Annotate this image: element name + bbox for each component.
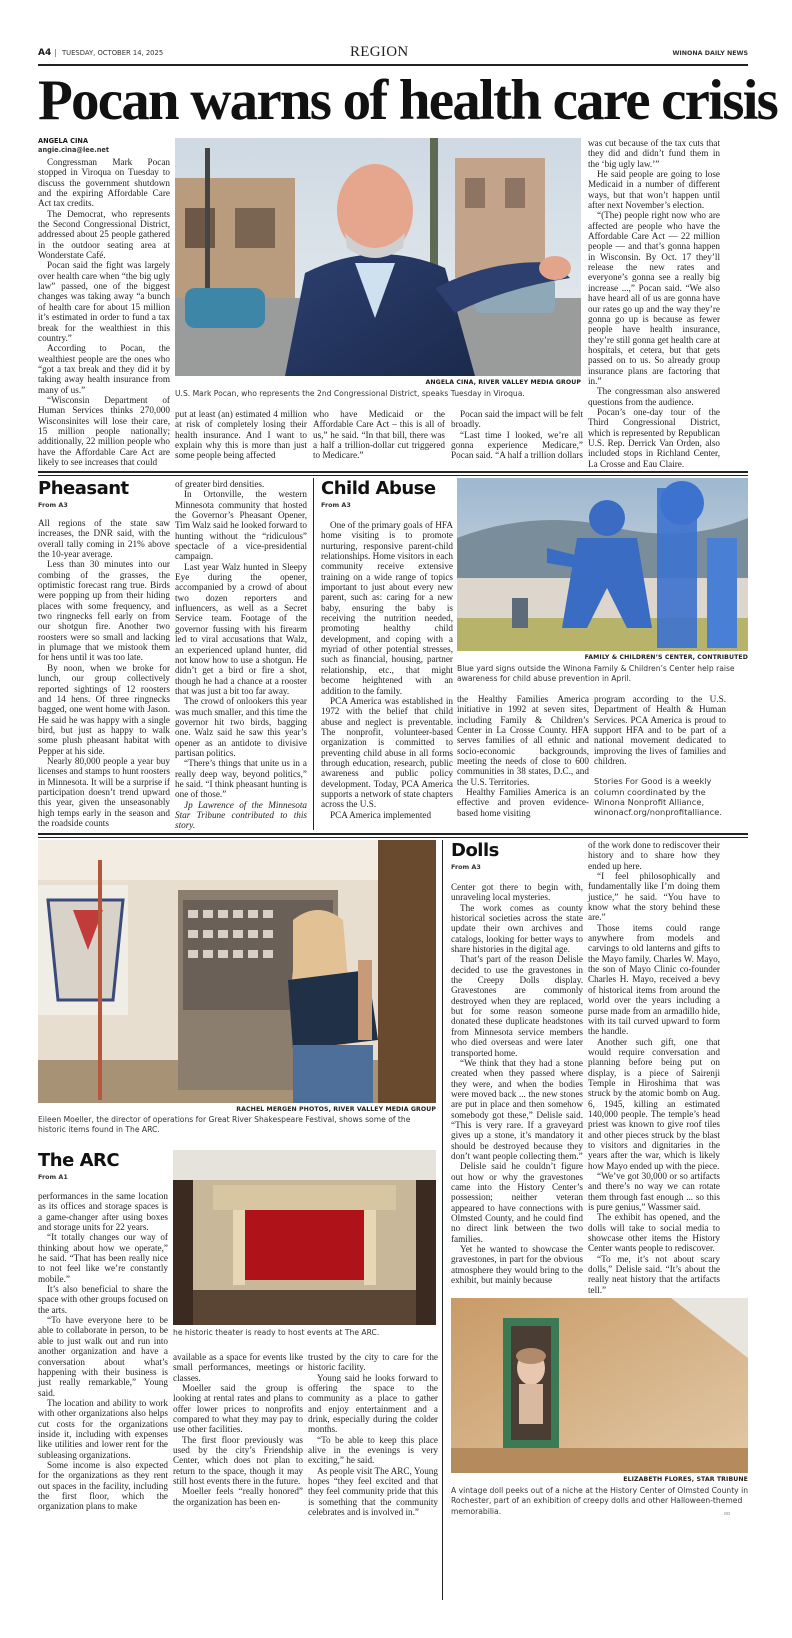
paragraph: The Democrat, who represents the Second Congressional District, addressed about 25 people gathered in the outdoor seating area at Wonderstate Café. — [38, 208, 170, 261]
lead-col-5 — [588, 138, 720, 469]
paragraph: The location and ability to work with other organizations also helps cut costs for the organizations inside it, including with expenses like utilities and lower rent for the subleasing organizations. — [38, 1397, 168, 1460]
paragraph: “(The) people right now who are affected are people who have the Affordable Care Act — 22 million people — and that’s gonna happen in Wisconsin. By Oct. 17 they’ll release the new rates and everyone’s gonna see a really big increase ...,” Pocan said. “We also have heard all of us are gonna have our rates go up and the way they’re gonna go up is because as fewer people have health insurance, they’re still gonna get health care at hospitals, et cetera, but that gets passed on to us. So already group insurance plans are factoring that in.” — [588, 210, 720, 386]
arc-top-photo-credit — [38, 1106, 436, 1113]
credit-org: , RIVER VALLEY MEDIA GROUP — [473, 379, 581, 386]
paragraph: That’s part of the reason Delisle decided to use the gravestones in the Creepy Dolls display. Gravestones are commonly destroyed when they are replaced, but for some reason someone donated these duplicate headstones from Minnesota service members who died overseas and were later transported home. — [451, 954, 583, 1058]
paragraph: “To have everyone here to be able to collaborate in person, to be able to just walk out and run into another organization and have a conversation about what’s happening with their business is just really remarkable,” Young said. — [38, 1315, 168, 1398]
paragraph: “There’s things that unite us in a really deep way, beyond politics,” he said. “I think pheasant hunting is one of those.” — [175, 758, 307, 800]
child-abuse-from: From A3 — [321, 501, 351, 509]
byline-email: angie.cina@lee.net — [38, 146, 110, 154]
lead-col-4 — [451, 409, 583, 461]
credit-org: , RIVER VALLEY MEDIA GROUP — [328, 1106, 436, 1113]
paragraph: “To be able to keep this place alive in the evenings is very exciting,” he said. — [308, 1434, 438, 1466]
child-abuse-photo — [457, 478, 748, 651]
paragraph: Those items could range anywhere from models and carvings to old lanterns and gifts to the Mayo family. Charles W. Mayo, the son of Mayo Clinic co-founder Charles H. Mayo, received a bevy of historical items from around the world over the years including a purse made from an armadillo hide, with its tail curved upward to form the handle. — [588, 922, 720, 1037]
paragraph: The crowd of onlookers this year was much smaller, and this time the governor hit two birds, bagging one. Walz said he saw this year’s opener as an antidote to divisive partisan politics. — [175, 696, 307, 758]
paragraph: According to Pocan, the wealthiest people are the ones who “got a tax break and they did it by taking away health insurance from many of us.” — [38, 343, 170, 395]
child-abuse-photo-caption: Blue yard signs outside the Winona Family & Children’s Center help raise awareness for child abuse prevention in April. — [457, 664, 735, 684]
dolls-col-2 — [588, 840, 720, 1295]
header-rule — [38, 64, 748, 66]
child-abuse-photo-image — [457, 478, 748, 651]
credit-name: ELIZABETH FLORES — [623, 1476, 692, 1483]
column-rule — [442, 840, 443, 1600]
arc-col-1 — [38, 1191, 168, 1512]
page-date: TUESDAY, OCTOBER 14, 2025 — [62, 49, 164, 57]
lead-photo — [175, 138, 581, 376]
paragraph: The first floor previously was used by the city’s Friendship Center, which does not plan to return to the space, though it may still host events there in the future. — [173, 1434, 303, 1487]
credit-name: RACHEL MERGEN PHOTOS — [236, 1106, 329, 1113]
paragraph: Moeller said the group is looking at rental rates and plans to offer lower prices to nonprofits compared to what they may pay to use other facilities. — [173, 1383, 303, 1435]
paragraph: One of the primary goals of HFA home visiting is to promote nurturing, responsive parent-child relationships. Home visitors in each community receive extensive training on a wide range of topics important to just about every new parent, such as: caring for a new baby, ensuring the baby is receiving the nutrition needed, promoting healthy child development, and coping with a myriad of other potential stresses, such as financial, housing, partner relationship, etc., that might become heightened with an addition to the family. — [321, 520, 453, 696]
paragraph: Moeller feels “really honored” the organization has been en- — [173, 1486, 303, 1507]
header-separator: | — [54, 48, 57, 57]
paragraph: By noon, when we broke for lunch, our group collectively reported sightings of 12 roosters and 14 hens. Of three ringnecks bagged, one went home with Jason. He said he was happy with a single bird, but just as happy to walk some plush pheasant habitat with Pepper at his side. — [38, 662, 170, 756]
paragraph: program according to the U.S. Department of Health & Human Services. PCA America is proud to support HFA and to be part of a national movement dedicated to improving the lives of families and children. — [594, 694, 726, 767]
credit-name: ANGELA CINA — [425, 379, 474, 386]
lead-col-2 — [175, 409, 307, 461]
byline — [38, 137, 168, 155]
child-abuse-photo-credit — [457, 654, 748, 661]
paragraph: available as a space for events like small performances, meetings or classes. — [173, 1352, 303, 1383]
dolls-photo — [451, 1298, 748, 1473]
story-tagline: Stories For Good is a weekly column coordinated by the Winona Nonprofit Alliance, winonacf.org/nonprofitalliance. — [594, 776, 722, 818]
paragraph: “I feel philosophically and fundamentally like I’m doing them justice,” he said. “You have to know what the story behind these are.” — [588, 871, 720, 923]
paragraph: who have Medicaid or the Affordable Care Act – this is all of us,” he said. “In that bill, there was a half a trillion-dollar cut triggered to Medicare.” — [313, 409, 445, 461]
lead-col-3 — [313, 409, 445, 461]
pheasant-from: From A3 — [38, 501, 68, 509]
paper-name: WINONA DAILY NEWS — [672, 50, 748, 57]
byline-name: ANGELA CINA — [38, 137, 89, 145]
arc-top-photo-image — [38, 840, 436, 1103]
paragraph: the Healthy Families America initiative in 1992 at seven sites, including Family & Children’s Center in La Crosse County. HFA serves families of all ethnic and socio-economic backgrounds, meeting the needs of close to 600 communities in 38 states, D.C., and the U.S. Territories. — [457, 694, 589, 787]
paragraph: PCA America implemented — [330, 809, 432, 820]
paragraph: The exhibit has opened, and the dolls will take to social media to showcase other items the History Center wants people to rediscover. — [588, 1212, 720, 1254]
lead-photo-caption: U.S. Mark Pocan, who represents the 2nd Congressional District, speaks Tuesday in Viroqua. — [175, 389, 525, 398]
paragraph: Pocan said the fight was largely over health care when “the big ugly law” passed, one of the biggest changes was taking away “a bunch of health care for about 15 million it’s estimated in order to fund a tax break for the wealthiest in this country.” — [38, 260, 170, 343]
paragraph: Nearly 80,000 people a year buy licenses and stamps to hunt roosters in Minnesota. It will be a surprise if participation doesn’t trend upward this year, given the unseasonably high temps early in the season and the roadside counts — [38, 755, 170, 828]
paragraph: “Wisconsin Department of Human Services thinks 270,000 Wisconsinites will lose their care, 15 million people nationally; additionally, 22 million people who have the Affordable Care Act are likely to see increases that could — [38, 394, 170, 467]
page-header — [38, 44, 748, 66]
paragraph: of the work done to rediscover their history and to share how they ended up here. — [588, 840, 720, 871]
paragraph: Less than 30 minutes into our combing of the grasses, the optimistic forecast rang true. Birds were popping up from their hiding places with some frequency, and two ringnecks fell early on from our shotgun fire. Another two roosters were so small and lacking in plumage that we mistook them for hens until it was too late. — [38, 559, 170, 663]
dolls-col-1 — [451, 882, 583, 1285]
arc-top-photo-caption: Eileen Moeller, the director of operations for Great River Shakespeare Festival, shows some of the historic items found in The ARC. — [38, 1115, 411, 1135]
paragraph: The work comes as county historical societies across the state update their own archives and catalogs, looking for better ways to share histories in the digital age. — [451, 902, 583, 955]
paragraph: As people visit The ARC, Young hopes “they feel excited and that they feel community pride that this is something that the community celebrates and is involved in.” — [308, 1465, 438, 1518]
arc-theater-photo-image — [173, 1150, 436, 1325]
child-abuse-col-1 — [321, 520, 453, 820]
arc-col-3 — [308, 1352, 438, 1518]
paragraph: Last year Walz hunted in Sleepy Eye during the opener, accompanied by a crowd of about two dozen reporters and influencers, as well as a Secret Service team. Footage of the governor fussing with his firearm led to viral accusations that Walz, an experienced upland hunter, did not know how to use a shotgun. He didn’t get a bird or fire a shot, though he had a chance at a rooster that was just a bit too far away. — [175, 561, 307, 696]
paragraph: Another such gift, one that would require conversation and planning before being put on display, is a piece of Sairenji Temple in Hiroshima that was struck by the atomic bomb on Aug. 6, 1945, killing an estimated 140,000 people. The temple’s head priest was known to give roof tiles and other pieces struck by the blast to visitors and dignitaries in the years after the war, which is likely how Mayo ended up with the piece. — [588, 1036, 720, 1171]
paragraph: All regions of the state saw increases, the DNR said, with the overall tally coming in 21% above the 10-year average. — [38, 518, 170, 560]
arc-theater-photo — [173, 1150, 436, 1325]
paragraph: Pocan said the impact will be felt broadly. — [451, 409, 583, 430]
credit-org: , STAR TRIBUNE — [691, 1476, 748, 1483]
dolls-photo-caption: A vintage doll peeks out of a niche at the History Center of Olmsted County in Rochester, part of an exhibition of creepy dolls and other Halloween-themed memorabilia. — [451, 1486, 749, 1516]
child-abuse-kicker: Child Abuse — [321, 478, 436, 499]
paragraph: of greater bird densities. — [175, 479, 265, 489]
paragraph: trusted by the city to care for the historic facility. — [308, 1352, 438, 1373]
child-abuse-col-3 — [594, 694, 726, 818]
paragraph: performances in the same location as its offices and storage spaces is a game-changer after using boxes and storage units for 22 years. — [38, 1191, 168, 1233]
paragraph: “Last time I looked, we’re all gonna experience Medicare,” Pocan said. “A half a trillion dollars — [451, 429, 583, 461]
arc-top-photo — [38, 840, 436, 1103]
paragraph: He said people are going to lose Medicaid in a number of different ways, but that won’t happen until after next November’s election. — [588, 169, 720, 211]
pheasant-kicker: Pheasant — [38, 478, 129, 499]
paragraph: “To me, it’s not about scary dolls,” Delisle said. “It’s about the really neat history that the artifacts tell.” — [588, 1253, 720, 1295]
paragraph: Yet he wanted to showcase the gravestones, in part for the obvious atmosphere they would bring to the exhibit, but mainly because — [451, 1244, 583, 1286]
headline: Pocan warns of health care crisis — [38, 69, 778, 132]
lead-col-1 — [38, 157, 170, 467]
paragraph: Some income is also expected for the organizations as they rent out spaces in the facility, including the first floor, which the organization plans to make — [38, 1459, 168, 1512]
paragraph: was cut because of the tax cuts that they did and didn’t fund them in the ‘big ugly law.’” — [588, 138, 720, 169]
credit-org: , CONTRIBUTED — [692, 654, 748, 661]
paragraph: put at least (an) estimated 4 million at risk of completely losing their health insurance. And I want to explain why this is more than just some people being affected — [175, 409, 307, 461]
arc-from: From A1 — [38, 1173, 68, 1181]
footer-mark: oo — [724, 1511, 731, 1517]
lead-photo-credit — [175, 379, 581, 386]
pheasant-col-2 — [175, 479, 307, 831]
section-divider — [38, 471, 748, 476]
arc-theater-photo-caption: he historic theater is ready to host events at The ARC. — [173, 1328, 380, 1337]
paragraph: Congressman Mark Pocan stopped in Viroqua on Tuesday to discuss the government shutdown and the expiring Affordable Care Act tax credits. — [38, 157, 170, 209]
paragraph: It’s also beneficial to share the space with other groups focused on the arts. — [38, 1284, 168, 1315]
dolls-photo-credit — [451, 1476, 748, 1483]
paragraph: Center got there to begin with, unraveling local mysteries. — [451, 882, 583, 903]
paragraph: Delisle said he couldn’t figure out how or why the gravestones came into the History Center’s possession; neither veteran appeared to have connections with Olmsted County, and he could find no direct link between the two families. — [451, 1161, 583, 1244]
paragraph: Healthy Families America is an effective and proven evidence-based home visiting — [457, 787, 589, 818]
paragraph: Pocan’s one-day tour of the Third Congressional District, which is represented by Republican U.S. Rep. Derrick Van Orden, also included stops in Richland Center, La Crosse and Eau Claire. — [588, 406, 720, 469]
paragraph: “We think that they had a stone created when they passed where they were, and when the bodies were moved back ... the new stones are put in place and then somehow somebody got these,” Delisle said. “This is very rare. If a graveyard gives up a stone, it’s mandatory it should be destroyed because they don’t want people collecting them.” — [451, 1057, 583, 1161]
child-abuse-col-2 — [457, 694, 589, 818]
credit-name: FAMILY & CHILDREN’S CENTER — [584, 654, 693, 661]
page-number: A4 — [38, 48, 52, 58]
pheasant-col-1 — [38, 518, 170, 828]
dolls-photo-image — [451, 1298, 748, 1473]
story-tagline: Jp Lawrence of the Minnesota Star Tribune contributed to this story. — [175, 799, 307, 831]
section-divider — [38, 833, 748, 838]
section-name: REGION — [350, 44, 409, 60]
paragraph: Young said he looks forward to offering the space to the community as a place to gather and enjoy entertainment and a drink, especially during the colder months. — [308, 1372, 438, 1435]
column-rule — [313, 478, 314, 830]
paragraph: The congressman also answered questions from the audience. — [588, 386, 720, 407]
dolls-from: From A3 — [451, 863, 481, 871]
dolls-kicker: Dolls — [451, 840, 499, 861]
paragraph: “It totally changes our way of thinking about how we operate,” he said. “That has been really nice to not feel like we’re constantly mobile.” — [38, 1232, 168, 1284]
arc-col-2 — [173, 1352, 303, 1507]
arc-kicker: The ARC — [38, 1150, 120, 1171]
lead-photo-image — [175, 138, 581, 376]
paragraph: “We’ve got 30,000 or so artifacts and there’s no way we can rotate them through fast enough ... so this is pure genius,” Wassmer said. — [588, 1171, 720, 1213]
paragraph: PCA America was established in 1972 with the belief that child abuse and neglect is preventable. The nonprofit, volunteer-based organization is committed to preventing child abuse in all forms through education, research, public awareness and public policy development. Today, PCA America supports a network of state chapters across the U.S. — [321, 695, 453, 810]
paragraph: In Ortonville, the western Minnesota community that hosted the Governor’s Pheasant Opener, Tim Walz said he looked forward to hunting without the “ridiculous” spectacle of a vice-presidential campaign. — [175, 489, 307, 562]
